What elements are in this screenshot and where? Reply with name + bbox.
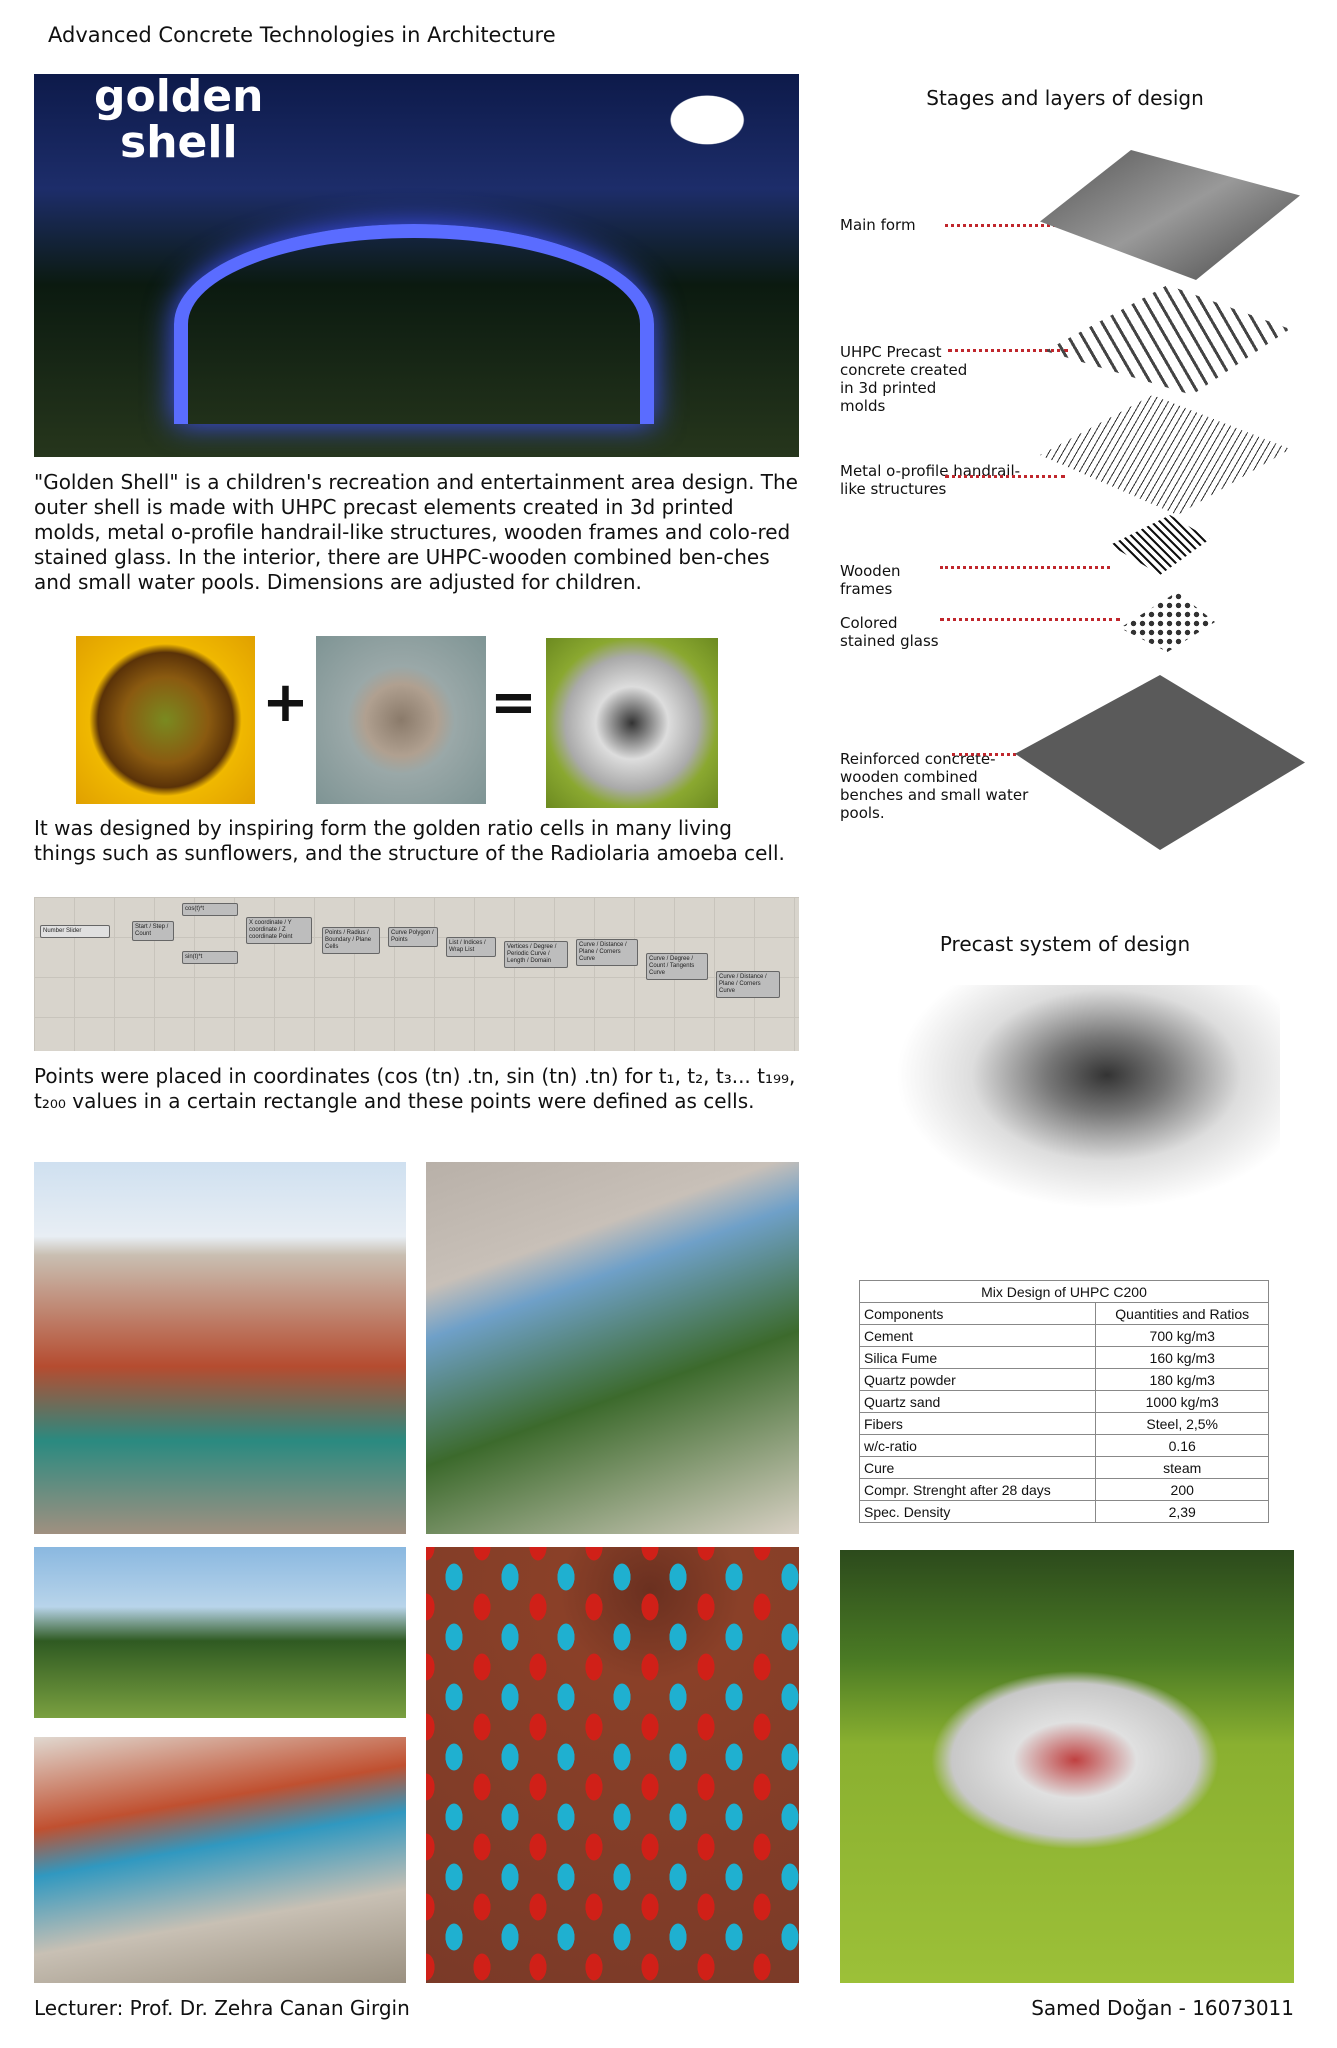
stages-title: Stages and layers of design (926, 86, 1204, 110)
cell: Fibers (860, 1413, 1096, 1435)
grasshopper-node: cos(t)*t (182, 903, 238, 916)
glass-layer-diagram (1120, 592, 1215, 652)
table-row (860, 1369, 1269, 1391)
photo-daytime-exterior (34, 1547, 406, 1718)
main-form-diagram (1040, 150, 1300, 280)
night-render-image (34, 74, 799, 457)
cell: 2,39 (1096, 1501, 1269, 1523)
grasshopper-definition (34, 897, 799, 1051)
table-row (860, 1457, 1269, 1479)
grasshopper-node: Curve / Distance / Plane / Corners Curve (716, 971, 780, 998)
grasshopper-node: List / Indices / Wrap List (446, 937, 496, 957)
table-header: Components (860, 1303, 1096, 1325)
grasshopper-node: Start / Step / Count (132, 921, 174, 941)
leader-line (940, 618, 1120, 621)
metal-layer-diagram (1040, 395, 1290, 515)
cell: Steel, 2,5% (1096, 1413, 1269, 1435)
inspiration-text: It was designed by inspiring form the golden ratio cells in many living things such as sunflowers, and the structure of the Radiolaria amoeba cell. (34, 816, 785, 865)
photo-interior-arch (426, 1162, 799, 1534)
grasshopper-node-number-slider[interactable]: Number Slider (40, 925, 110, 938)
cell: 0.16 (1096, 1435, 1269, 1457)
cell: 1000 kg/m3 (1096, 1391, 1269, 1413)
shell-structure (174, 224, 654, 424)
table-row (860, 1325, 1269, 1347)
table-row (860, 1347, 1269, 1369)
equals-sign: = (490, 670, 537, 735)
cell: Compr. Strenght after 28 days (860, 1479, 1096, 1501)
cell: w/c-ratio (860, 1435, 1096, 1457)
uhpc-layer-diagram (1045, 285, 1290, 395)
points-text: Points were placed in coordinates (cos (tn) .tn, sin (tn) .tn) for t₁, t₂, t₃... t₁₉₉, t₂₀₀ values in a certain rectangle and these points were defined as cells. (34, 1064, 796, 1113)
table-row (860, 1479, 1269, 1501)
table-header: Quantities and Ratios (1096, 1303, 1269, 1325)
cell: Quartz sand (860, 1391, 1096, 1413)
logo-line2: shell (120, 117, 238, 168)
leader-line (945, 475, 1065, 478)
author: Samed Doğan - 16073011 (1031, 1996, 1294, 2020)
aerial-render-image (840, 1550, 1294, 1983)
layer-label-metal: Metal o-profile handrail-like structures (840, 462, 1021, 498)
cell: steam (1096, 1457, 1269, 1479)
logo-line1: golden (94, 74, 264, 122)
cell: 160 kg/m3 (1096, 1347, 1269, 1369)
plan-view-image (546, 638, 718, 808)
grasshopper-node: Curve / Distance / Plane / Corners Curve (576, 939, 638, 966)
layer-label-uhpc: UHPC Precast concrete created in 3d printed molds (840, 343, 968, 415)
layer-label-benches: Reinforced concrete-wooden combined benches and small water pools. (840, 750, 1029, 822)
layer-label-wooden: Wooden frames (840, 562, 901, 598)
table-row (860, 1413, 1269, 1435)
photo-stained-glass (426, 1547, 799, 1983)
cell: Spec. Density (860, 1501, 1096, 1523)
cell: Quartz powder (860, 1369, 1096, 1391)
lecturer: Lecturer: Prof. Dr. Zehra Canan Girgin (34, 1996, 410, 2020)
cell: Cement (860, 1325, 1096, 1347)
grasshopper-node: sin(t)*t (182, 951, 238, 964)
table-row (860, 1435, 1269, 1457)
cell: 200 (1096, 1479, 1269, 1501)
grasshopper-node: X coordinate / Y coordinate / Z coordinate Point (246, 917, 312, 944)
cell: 700 kg/m3 (1096, 1325, 1269, 1347)
precast-title: Precast system of design (939, 932, 1191, 956)
photo-shell-closeup (34, 1162, 406, 1534)
table-row (860, 1391, 1269, 1413)
plus-sign: + (262, 670, 309, 735)
sunflower-image (76, 636, 255, 804)
leader-line (940, 566, 1110, 569)
benches-layer-diagram (1015, 675, 1305, 850)
table-title: Mix Design of UHPC C200 (860, 1281, 1269, 1303)
precast-system-diagram (895, 985, 1280, 1210)
description: "Golden Shell" is a children's recreation and entertainment area design. The outer shell is made with UHPC precast elements created in 3d printed molds, metal o-profile handrail-like structures, wooden frames and colo-red stained glass. In the interior, there are UHPC-wooden combined ben-ches and small water pools. Dimensions are adjusted for children. (34, 470, 798, 594)
cell: Silica Fume (860, 1347, 1096, 1369)
radiolaria-image (316, 636, 486, 804)
cell: 180 kg/m3 (1096, 1369, 1269, 1391)
grasshopper-node: Curve / Degree / Count / Tangents Curve (646, 953, 708, 980)
mix-design-table (859, 1280, 1269, 1523)
photo-interior-children (34, 1737, 406, 1983)
table-row (860, 1501, 1269, 1523)
layer-label-main-form: Main form (840, 216, 916, 234)
poster-title: Advanced Concrete Technologies in Architecture (48, 23, 556, 47)
layer-label-glass: Colored stained glass (840, 614, 939, 650)
grasshopper-node: Points / Radius / Boundary / Plane Cells (322, 927, 380, 954)
cell: Cure (860, 1457, 1096, 1479)
logo (94, 74, 263, 166)
shell-structure (930, 1670, 1220, 1850)
grasshopper-node: Vertices / Degree / Periodic Curve / Length / Domain (504, 941, 568, 968)
grasshopper-node: Curve Polygon / Points (388, 927, 438, 947)
wooden-layer-diagram (1110, 515, 1210, 575)
